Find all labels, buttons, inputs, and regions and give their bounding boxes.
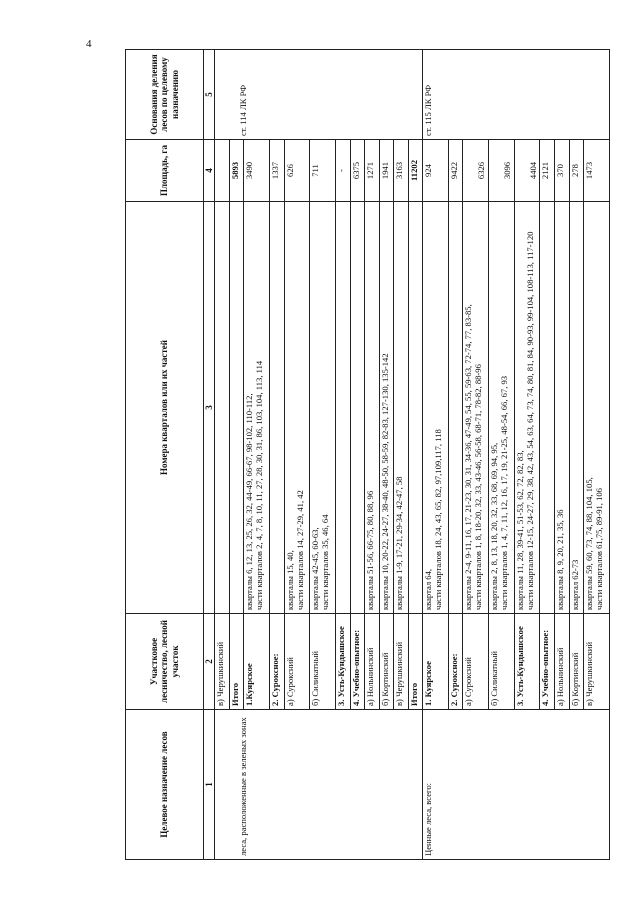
area-cell: 626 [284,140,310,202]
quarters-cell: квартал 64, части кварталов 18, 24, 43, 65, 82, 97,109,117, 118 [423,202,449,614]
forestry-cell: Итого [229,614,244,710]
col-number: 1 [204,710,215,860]
forest-purpose-table [125,49,610,860]
forestry-cell: б) Силикатный [489,614,515,710]
forestry-cell: Итого [408,614,423,710]
section1-purpose: леса, расположенные в зеленых зонах [215,710,423,860]
section1-basis: ст. 114 ЛК РФ [215,50,423,140]
section2-basis: ст. 115 ЛК РФ [423,50,610,140]
quarters-cell [270,202,285,614]
quarters-cell [336,202,351,614]
table-row [215,50,230,860]
quarters-cell: кварталы 15, 40, части кварталов 14, 27-29, 41, 42 [284,202,310,614]
area-cell: 924 [423,140,449,202]
forestry-cell: 1.Куярское [244,614,270,710]
forestry-cell: 4. Учебно-опытное: [350,614,365,710]
area-cell: 1271 [365,140,380,202]
col-number: 5 [204,50,215,140]
col-number: 2 [204,614,215,710]
forestry-cell: в) Черушкинский [394,614,409,710]
quarters-cell: кварталы 59, 60, 73, 74, 88, 104, 105, части кварталов 61,75, 89-91, 106 [584,202,610,614]
area-cell: 1941 [379,140,394,202]
forestry-cell: 3. Усть-Кундышское [514,614,540,710]
header-quarters: Номера кварталов или их частей [126,202,204,614]
area-cell: 711 [310,140,336,202]
forestry-cell: 2. Суроксное: [448,614,463,710]
quarters-cell [540,202,555,614]
area-cell: 11202 [408,140,423,202]
area-cell: 3490 [244,140,270,202]
area-cell: 3163 [394,140,409,202]
quarters-cell: кварталы 6, 12, 13, 25, 26, 32, 44-49, 66-67, 98-102, 110-112, части кварталов 2, 4, 7, 8, 10, 11, 27, 28, 30, 31, 86, 103, 104, 113, 114 [244,202,270,614]
section2-purpose: Ценные леса, всего: [423,710,610,860]
header-basis: Основания деления лесов по целевому назначению [126,50,204,140]
col-number: 4 [204,140,215,202]
quarters-cell: кварталы 1-9, 17-21, 29-34, 42-47, 58 [394,202,409,614]
forestry-cell: б) Кортинский [569,614,584,710]
quarters-cell: кварталы 11, 28, 39-41, 51-53, 62, 72, 82, 83, части кварталов 12-15, 24-27, 29, 38, 42, 43, 54, 63, 64, 73, 74, 80, 81, 84, 90-93, 99-104, 108-113, 117-120 [514,202,540,614]
forestry-cell: а) Нольнинский [555,614,570,710]
forestry-cell: в) Черушкинский [215,614,230,710]
forestry-cell: 3. Усть-Кундышское [336,614,351,710]
area-cell: 370 [555,140,570,202]
area-cell: 6326 [463,140,489,202]
area-cell: 9422 [448,140,463,202]
forestry-cell: б) Силикатный [310,614,336,710]
forestry-cell: а) Суроксний [463,614,489,710]
forestry-cell: б) Кортинский [379,614,394,710]
quarters-cell: квартал 62-73 [569,202,584,614]
rotated-table-wrapper [125,50,610,860]
table-row [423,50,449,860]
area-cell: 3096 [489,140,515,202]
forestry-cell: 4. Учебно-опытное: [540,614,555,710]
forestry-cell: а) Суроксний [284,614,310,710]
quarters-cell: кварталы 42-45, 60-63, части кварталов 35, 46, 64 [310,202,336,614]
page-number: 4 [86,38,92,50]
col-number: 3 [204,202,215,614]
area-cell: - [336,140,351,202]
area-cell: 1337 [270,140,285,202]
quarters-cell [448,202,463,614]
area-cell [215,140,230,202]
area-cell: 278 [569,140,584,202]
area-cell: 1473 [584,140,610,202]
quarters-cell: кварталы 8, 9, 20, 21, 35, 36 [555,202,570,614]
quarters-cell: кварталы 10, 20-22, 24-27, 38-40, 48-50, 58-59, 82-83, 127-130, 135-142 [379,202,394,614]
header-area: Площадь, га [126,140,204,202]
area-cell: 6375 [350,140,365,202]
header-purpose: Целевое назначение лесов [126,710,204,860]
quarters-cell: кварталы 51-56, 66-75, 80, 88, 96 [365,202,380,614]
forestry-cell: а) Нольнинский [365,614,380,710]
area-cell: 4404 [514,140,540,202]
forestry-cell: 2. Суроксное: [270,614,285,710]
quarters-cell [350,202,365,614]
header-forestry: Участковое лесничество, лесной участок [126,614,204,710]
forestry-cell: в) Черушкинский [584,614,610,710]
area-cell: 5893 [229,140,244,202]
quarters-cell [229,202,244,614]
quarters-cell: кварталы 2, 8, 13, 18, 20, 32, 33, 68, 69, 94, 95, части кварталов 1, 4, 7, 11, 12, 16, 17, 19, 21-25, 48-54, 66, 67, 93 [489,202,515,614]
quarters-cell [215,202,230,614]
quarters-cell: кварталы 2-4, 9-11, 16, 17, 21-23, 30, 31, 34-36, 47-49, 54, 55, 59-63, 72-74, 77, 83-85, части кварталов 1, 8, 18-20, 32, 33, 43-46, 56-58, 68-71, 78-82, 88-96 [463,202,489,614]
forestry-cell: 1. Куярское [423,614,449,710]
quarters-cell [408,202,423,614]
area-cell: 2121 [540,140,555,202]
